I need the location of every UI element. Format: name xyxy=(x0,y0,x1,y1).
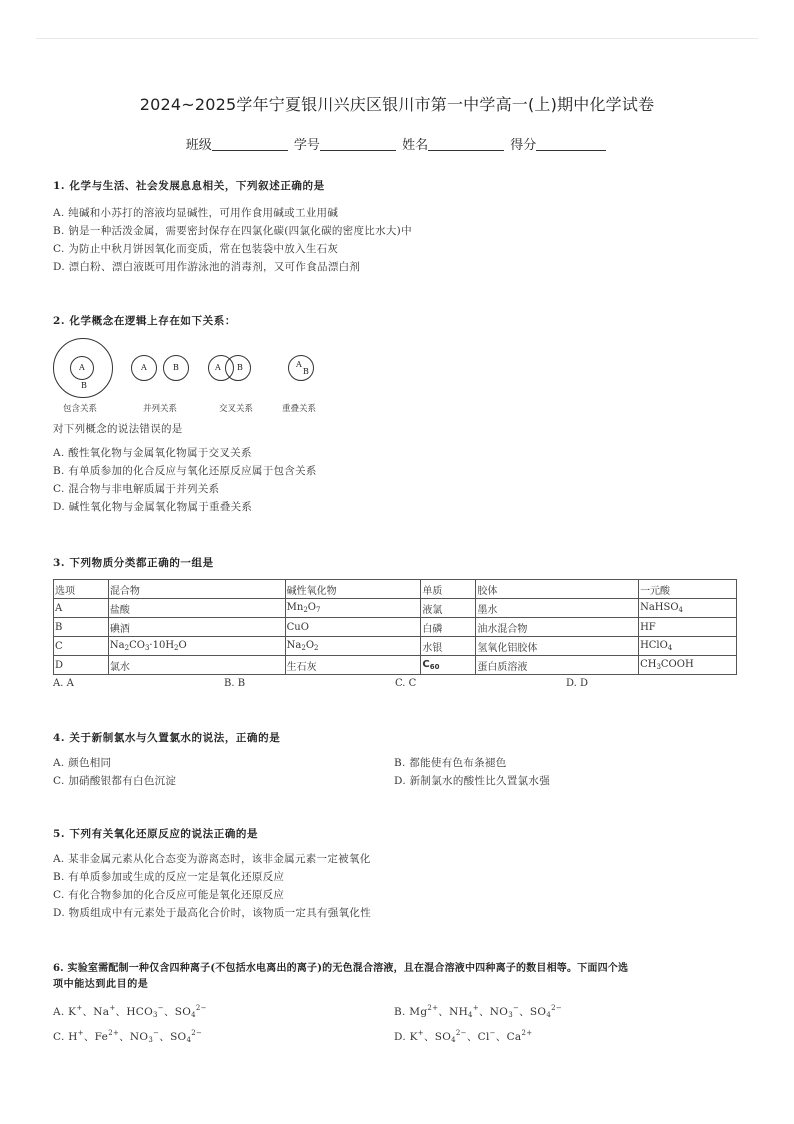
cell-element: 白磷 xyxy=(421,618,476,637)
table-row xyxy=(54,637,737,656)
name-blank[interactable] xyxy=(428,138,504,151)
question-stem-cont: 项中能达到此目的是 xyxy=(53,979,149,990)
circle-label-b: B xyxy=(81,381,87,390)
option-b[interactable]: B. 有单质参加或生成的反应一定是氧化还原反应 xyxy=(53,871,285,883)
circle-label-a: A xyxy=(296,360,302,369)
circle-label-b: B xyxy=(303,367,309,376)
option-a[interactable]: A. 某非金属元素从化合态变为游离态时，该非金属元素一定被氧化 xyxy=(53,853,371,865)
question-5 xyxy=(53,826,743,922)
diagram-label-overlap: 重叠关系 xyxy=(282,404,317,414)
question-stem: 3. 下列物质分类都正确的一组是 xyxy=(53,557,214,569)
cell-colloid: 油水混合物 xyxy=(476,618,639,637)
id-label: 学号 xyxy=(293,138,320,153)
cell-mixture: $Na_2CO_3\cdot 10H_2O$ xyxy=(108,637,285,656)
circle-label-a: A xyxy=(215,363,221,372)
cell-mixture: 碘酒 xyxy=(108,618,285,637)
cell-colloid: 氢氧化铝胶体 xyxy=(476,637,639,656)
concept-relation-diagram xyxy=(53,338,333,418)
cell-acid: NaHSO$_4$ xyxy=(639,599,737,618)
option-b[interactable]: B. $Mg^{2+}$、$NH_4^+$、$NO_3^-$、$SO_4^{2-}$ xyxy=(394,1004,563,1019)
option-c[interactable]: C. H+、$Fe^{2+}$、$NO_3^-$、$SO_4^{2-}$ xyxy=(53,1029,203,1044)
cell-colloid: 墨水 xyxy=(476,599,639,618)
cell-element: 液氯 xyxy=(421,599,476,618)
option-a[interactable]: A. 酸性氧化物与金属氧化物属于交叉关系 xyxy=(53,447,252,459)
cell-oxide: $Na_2O_2$ xyxy=(285,637,421,656)
cell-acid: HF xyxy=(639,618,737,637)
score-label: 得分 xyxy=(510,138,537,153)
option-a[interactable]: A. A xyxy=(53,678,74,689)
question-2 xyxy=(53,313,743,329)
question-stem: 2. 化学概念在逻辑上存在如下关系： xyxy=(53,315,236,327)
question-stem: 1. 化学与生活、社会发展息息相关，下列叙述正确的是 xyxy=(53,180,325,192)
cell-oxide: 生石灰 xyxy=(285,656,421,675)
cell-acid: HClO$_4$ xyxy=(639,637,737,656)
question-stem: 4. 关于新制氯水与久置氯水的说法，正确的是 xyxy=(53,732,281,744)
header-cell: 混合物 xyxy=(108,580,285,599)
cell-element: $C_{60}$ xyxy=(421,656,476,675)
question-prompt: 对下列概念的说法错误的是 xyxy=(53,423,183,435)
header-cell: 一元酸 xyxy=(639,580,737,599)
question-1 xyxy=(53,178,743,276)
diagram-label-contain: 包含关系 xyxy=(63,404,98,414)
answer-options xyxy=(53,678,743,689)
cell-key: D xyxy=(54,656,109,675)
header-divider xyxy=(36,38,758,39)
class-label: 班级 xyxy=(185,138,212,153)
table-row xyxy=(54,599,737,618)
option-d[interactable]: D. 物质组成中有元素处于最高化合价时，该物质一定具有强氧化性 xyxy=(53,907,372,919)
option-a[interactable]: A. 纯碱和小苏打的溶液均显碱性，可用作食用碱或工业用碱 xyxy=(53,207,339,219)
id-blank[interactable] xyxy=(320,138,396,151)
table-row xyxy=(54,656,737,675)
circle-label-a: A xyxy=(141,363,147,372)
option-c[interactable]: C. 混合物与非电解质属于并列关系 xyxy=(53,483,220,495)
score-blank[interactable] xyxy=(536,138,606,151)
class-blank[interactable] xyxy=(212,138,288,151)
cell-oxide: $Mn_2O_7$ xyxy=(285,599,421,618)
question-stem: 5. 下列有关氧化还原反应的说法正确的是 xyxy=(53,828,259,840)
question-2-options xyxy=(53,420,743,516)
header-cell: 碱性氧化物 xyxy=(285,580,421,599)
cell-mixture: 盐酸 xyxy=(108,599,285,618)
option-c[interactable]: C. 加硝酸银都有白色沉淀 xyxy=(53,775,177,787)
diagram-label-parallel: 并列关系 xyxy=(143,404,178,414)
name-label: 姓名 xyxy=(402,138,429,153)
question-4 xyxy=(53,730,743,790)
option-b[interactable]: B. 钠是一种活泼金属，需要密封保存在四氯化碳(四氯化碳的密度比水大)中 xyxy=(53,225,412,237)
option-d[interactable]: D. K+、$SO_4^{2-}$、Cl−、$Ca^{2+}$ xyxy=(394,1029,533,1044)
option-d[interactable]: D. 漂白粉、漂白液既可用作游泳池的消毒剂，又可作食品漂白剂 xyxy=(53,261,361,273)
option-b[interactable]: B. 有单质参加的化合反应与氧化还原反应属于包含关系 xyxy=(53,465,317,477)
option-b[interactable]: B. B xyxy=(224,678,246,689)
cell-key: B xyxy=(54,618,109,637)
question-stem: 6. 实验室需配制一种仅含四种离子(不包括水电离出的离子)的无色混合溶液，且在混合溶液中四种离子的数目相等。下面四个选 xyxy=(53,963,629,974)
diagram-label-intersect: 交叉关系 xyxy=(219,404,254,414)
option-a[interactable]: A. K+、Na+、$HCO_3^-$、$SO_4^{2-}$ xyxy=(53,1004,207,1019)
page-title: 2024~2025学年宁夏银川兴庆区银川市第一中学高一(上)期中化学试卷 xyxy=(139,95,655,114)
option-d[interactable]: D. 新制氯水的酸性比久置氯水强 xyxy=(394,775,551,787)
option-c[interactable]: C. 有化合物参加的化合反应可能是氧化还原反应 xyxy=(53,889,285,901)
circle-label-b: B xyxy=(173,363,179,372)
option-c[interactable]: C. C xyxy=(395,678,417,689)
table-row xyxy=(54,618,737,637)
cell-oxide: CuO xyxy=(285,618,421,637)
option-c[interactable]: C. 为防止中秋月饼因氧化而变质，常在包装袋中放入生石灰 xyxy=(53,243,339,255)
cell-element: 水银 xyxy=(421,637,476,656)
header-cell: 单质 xyxy=(421,580,476,599)
question-6 xyxy=(53,961,743,1049)
table-header-row xyxy=(54,580,737,599)
option-b[interactable]: B. 都能使有色布条褪色 xyxy=(394,757,507,769)
option-d[interactable]: D. 碱性氧化物与金属氧化物属于重叠关系 xyxy=(53,501,253,513)
classification-table xyxy=(53,579,737,675)
student-info-line xyxy=(0,134,794,153)
cell-colloid: 蛋白质溶液 xyxy=(476,656,639,675)
option-a[interactable]: A. 颜色相同 xyxy=(53,757,112,769)
cell-key: A xyxy=(54,599,109,618)
circle-label-b: B xyxy=(237,363,243,372)
option-d[interactable]: D. D xyxy=(566,678,589,689)
header-cell: 胶体 xyxy=(476,580,639,599)
circle-label-a: A xyxy=(79,363,85,372)
question-3 xyxy=(53,555,743,689)
cell-mixture: 氯水 xyxy=(108,656,285,675)
cell-acid: $CH_3COOH$ xyxy=(639,656,737,675)
header-cell: 选项 xyxy=(54,580,109,599)
cell-key: C xyxy=(54,637,109,656)
